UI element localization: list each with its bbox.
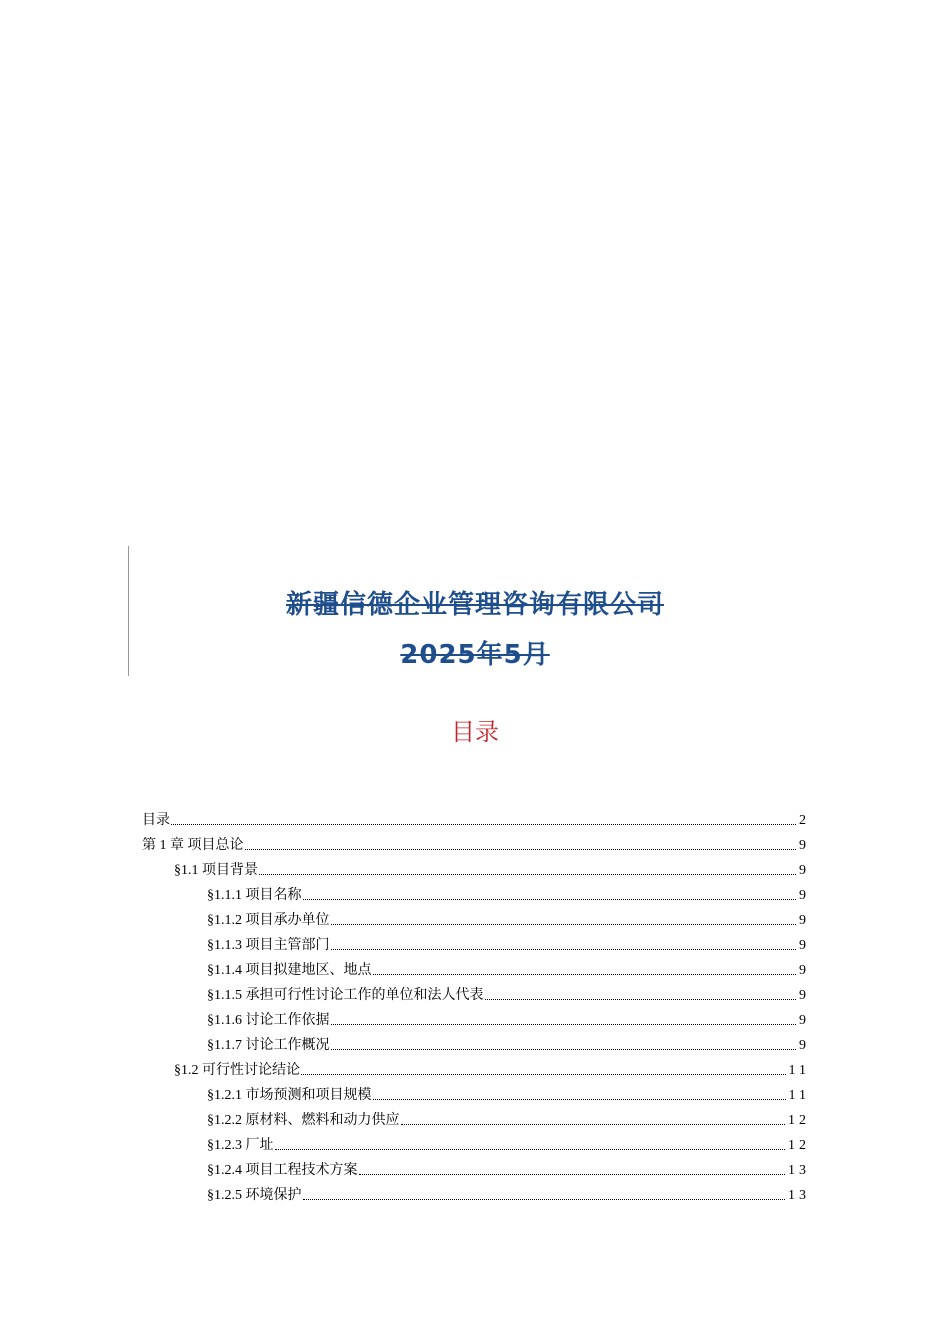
toc-entry-page: 12 — [788, 1113, 810, 1128]
toc-entry-label: §1.2.2 原材料、燃料和动力供应 — [207, 1113, 400, 1128]
toc-entry-label: §1.1.2 项目承办单位 — [207, 913, 330, 928]
toc-entry-label: §1.2.1 市场预测和项目规模 — [207, 1088, 372, 1103]
toc-entry[interactable] — [142, 1004, 810, 1029]
toc-leader — [275, 1148, 786, 1150]
toc-leader — [259, 873, 796, 875]
toc-entry-page: 2 — [799, 813, 810, 828]
toc-entry-page: 11 — [788, 1088, 810, 1103]
toc-entry-label: §1.1.3 项目主管部门 — [207, 938, 330, 953]
toc-entry[interactable] — [142, 829, 810, 854]
toc-entry-label: §1.2.4 项目工程技术方案 — [207, 1163, 358, 1178]
toc-entry-page: 9 — [799, 1013, 810, 1028]
toc-entry[interactable] — [142, 929, 810, 954]
toc-entry[interactable] — [142, 1154, 810, 1179]
toc-entry-page: 13 — [788, 1163, 810, 1178]
toc-leader — [301, 1073, 786, 1075]
toc-entry-label: §1.1.5 承担可行性讨论工作的单位和法人代表 — [207, 988, 484, 1003]
toc-entry[interactable] — [142, 1179, 810, 1204]
company-name: 新疆信德企业管理咨询有限公司 — [285, 590, 664, 620]
toc-entry[interactable] — [142, 804, 810, 829]
toc-entry-page: 13 — [788, 1188, 810, 1203]
toc-entry-page: 9 — [799, 913, 810, 928]
toc-entry-page: 11 — [788, 1063, 810, 1078]
toc-leader — [331, 948, 797, 950]
toc-heading: 目录 — [451, 718, 499, 746]
toc-leader — [331, 1048, 797, 1050]
toc-entry[interactable] — [142, 1079, 810, 1104]
toc-entry-label: §1.2 可行性讨论结论 — [174, 1063, 300, 1078]
toc-leader — [303, 898, 797, 900]
toc-entry-page: 12 — [788, 1138, 810, 1153]
toc-entry[interactable] — [142, 954, 810, 979]
toc-leader — [401, 1123, 786, 1125]
toc-entry-label: §1.2.3 厂址 — [207, 1138, 274, 1153]
toc-entry-page: 9 — [799, 938, 810, 953]
toc-leader — [245, 848, 797, 850]
toc-entry-page: 9 — [799, 863, 810, 878]
toc-entry-label: §1.1.1 项目名称 — [207, 888, 302, 903]
toc-entry[interactable] — [142, 1104, 810, 1129]
toc-entry-label: §1.1 项目背景 — [174, 863, 258, 878]
toc-entry-label: §1.1.7 讨论工作概况 — [207, 1038, 330, 1053]
toc-leader — [171, 823, 796, 825]
toc-entry[interactable] — [142, 1129, 810, 1154]
toc-entry-page: 9 — [799, 963, 810, 978]
toc-entry-label: 第 1 章 项目总论 — [142, 838, 244, 853]
toc-entry-label: 目录 — [142, 813, 170, 828]
toc-leader — [359, 1173, 786, 1175]
toc-entry-page: 9 — [799, 988, 810, 1003]
toc-entry-label: §1.1.4 项目拟建地区、地点 — [207, 963, 372, 978]
toc-leader — [373, 973, 797, 975]
toc-entry-page: 9 — [799, 838, 810, 853]
toc-leader — [331, 923, 797, 925]
document-date: 2025年5月 — [400, 640, 550, 670]
toc-entry[interactable] — [142, 879, 810, 904]
toc-entry[interactable] — [142, 904, 810, 929]
toc-entry-page: 9 — [799, 1038, 810, 1053]
toc-entry[interactable] — [142, 1054, 810, 1079]
toc-entry[interactable] — [142, 854, 810, 879]
toc-leader — [373, 1098, 786, 1100]
toc-leader — [331, 1023, 797, 1025]
toc-entry-label: §1.1.6 讨论工作依据 — [207, 1013, 330, 1028]
toc-entry[interactable] — [142, 1029, 810, 1054]
toc-entry-page: 9 — [799, 888, 810, 903]
toc-entry-label: §1.2.5 环境保护 — [207, 1188, 302, 1203]
table-of-contents — [142, 804, 810, 1204]
toc-leader — [485, 998, 797, 1000]
toc-leader — [303, 1198, 786, 1200]
toc-entry[interactable] — [142, 979, 810, 1004]
